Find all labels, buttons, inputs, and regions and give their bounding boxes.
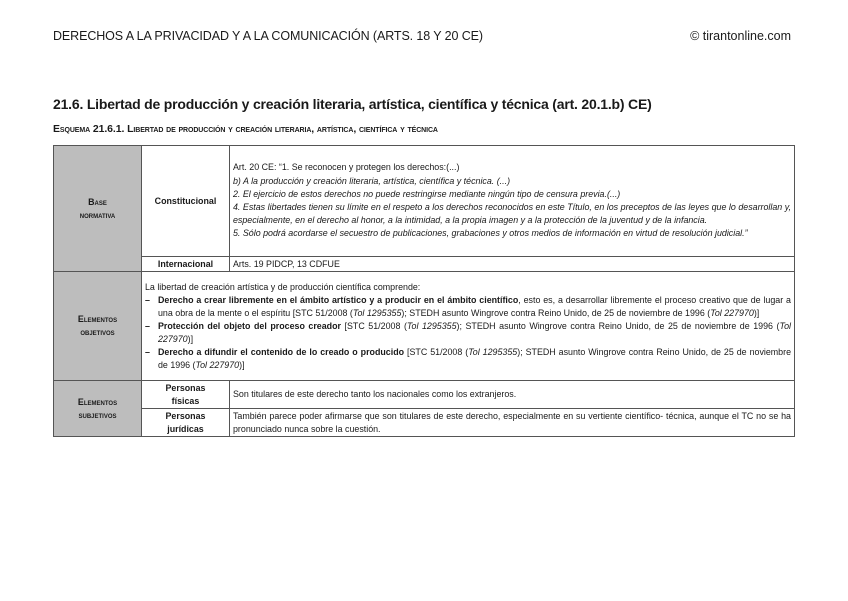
subcategory-personas-juridicas: Personas jurídicas bbox=[142, 409, 230, 437]
objetivos-intro: La libertad de creación artística y de producción científica comprende: bbox=[145, 281, 421, 292]
list-item: – Derecho a crear libremente en el ámbito artístico y a producir en el ámbito científico, esto es, a desarrollar libremente el proceso creativo que de lugar a una obra de la mente o el espíritu [STC 51/2008 (Tol 1295355); STEDH asunto Wingrove contra Reino Unido, de 25 de noviembre de 1996 (Tol 227970)] bbox=[145, 294, 791, 320]
art20-line-3: 2. El ejercicio de estos derechos no puede restringirse mediante ningún tipo de censura previa.(...) bbox=[233, 188, 621, 199]
running-header-source: © tirantonline.com bbox=[690, 29, 791, 43]
running-header-title: DERECHOS A LA PRIVACIDAD Y A LA COMUNICACIÓN (ARTS. 18 Y 20 CE) bbox=[53, 29, 483, 43]
subcategory-internacional: Internacional bbox=[142, 257, 230, 272]
art20-line-2: b) A la producción y creación literaria, artística, científica y técnica. (...) bbox=[233, 175, 511, 186]
schema-table bbox=[53, 145, 795, 437]
table-row-internacional bbox=[54, 257, 795, 272]
objetivos-list bbox=[145, 294, 791, 372]
art20-line-4: 4. Estas libertades tienen su límite en el respeto a los derechos reconocidos en este Título, en los preceptos de las leyes que lo desarrollan y, especialmente, en el derecho al honor, a la intimidad, a la propia imagen y a la protección de la juventud y de la infancia. bbox=[233, 202, 791, 226]
table-row-personas-juridicas bbox=[54, 409, 795, 437]
table-row-constitucional bbox=[54, 146, 795, 257]
schema-caption bbox=[53, 123, 438, 135]
schema-label: Esquema 21.6.1. bbox=[53, 123, 125, 135]
table-row-personas-fisicas bbox=[54, 381, 795, 409]
objetivos-content bbox=[142, 272, 795, 381]
personas-juridicas-text: También parece poder afirmarse que son titulares de este derecho, especialmente en su vertiente científico- técnica, aunque el TC no se ha pronunciado nunca sobre la cuestión. bbox=[230, 409, 795, 437]
subcategory-personas-fisicas: Personas físicas bbox=[142, 381, 230, 409]
constitucional-text bbox=[230, 146, 795, 257]
table-row-objetivos bbox=[54, 272, 795, 381]
subcategory-constitucional: Constitucional bbox=[142, 146, 230, 257]
internacional-text: Arts. 19 PIDCP, 13 CDFUE bbox=[230, 257, 795, 272]
section-title: 21.6. Libertad de producción y creación literaria, artística, científica y técnica (art. 20.1.b) CE) bbox=[53, 96, 652, 112]
category-elementos-objetivos: Elementos objetivos bbox=[54, 272, 142, 381]
category-elementos-subjetivos: Elementos subjetivos bbox=[54, 381, 142, 437]
personas-fisicas-text: Son titulares de este derecho tanto los nacionales como los extranjeros. bbox=[230, 381, 795, 409]
art20-line-1: Art. 20 CE: “1. Se reconocen y protegen los derechos:(...) bbox=[233, 162, 460, 173]
category-base-normativa: Base normativa bbox=[54, 146, 142, 272]
list-item: – Protección del objeto del proceso creador [STC 51/2008 (Tol 1295355); STEDH asunto Wingrove contra Reino Unido, de 25 de noviembre de 1996 (Tol 227970)] bbox=[145, 320, 791, 346]
list-item: – Derecho a difundir el contenido de lo creado o producido [STC 51/2008 (Tol 1295355); STEDH asunto Wingrove contra Reino Unido, de 25 de noviembre de 1996 (Tol 227970)] bbox=[145, 346, 791, 372]
schema-title: Libertad de producción y creación literaria, artística, científica y técnica bbox=[127, 123, 438, 135]
art20-line-5: 5. Sólo podrá acordarse el secuestro de publicaciones, grabaciones y otros medios de información en virtud de resolución judicial.” bbox=[233, 228, 748, 239]
